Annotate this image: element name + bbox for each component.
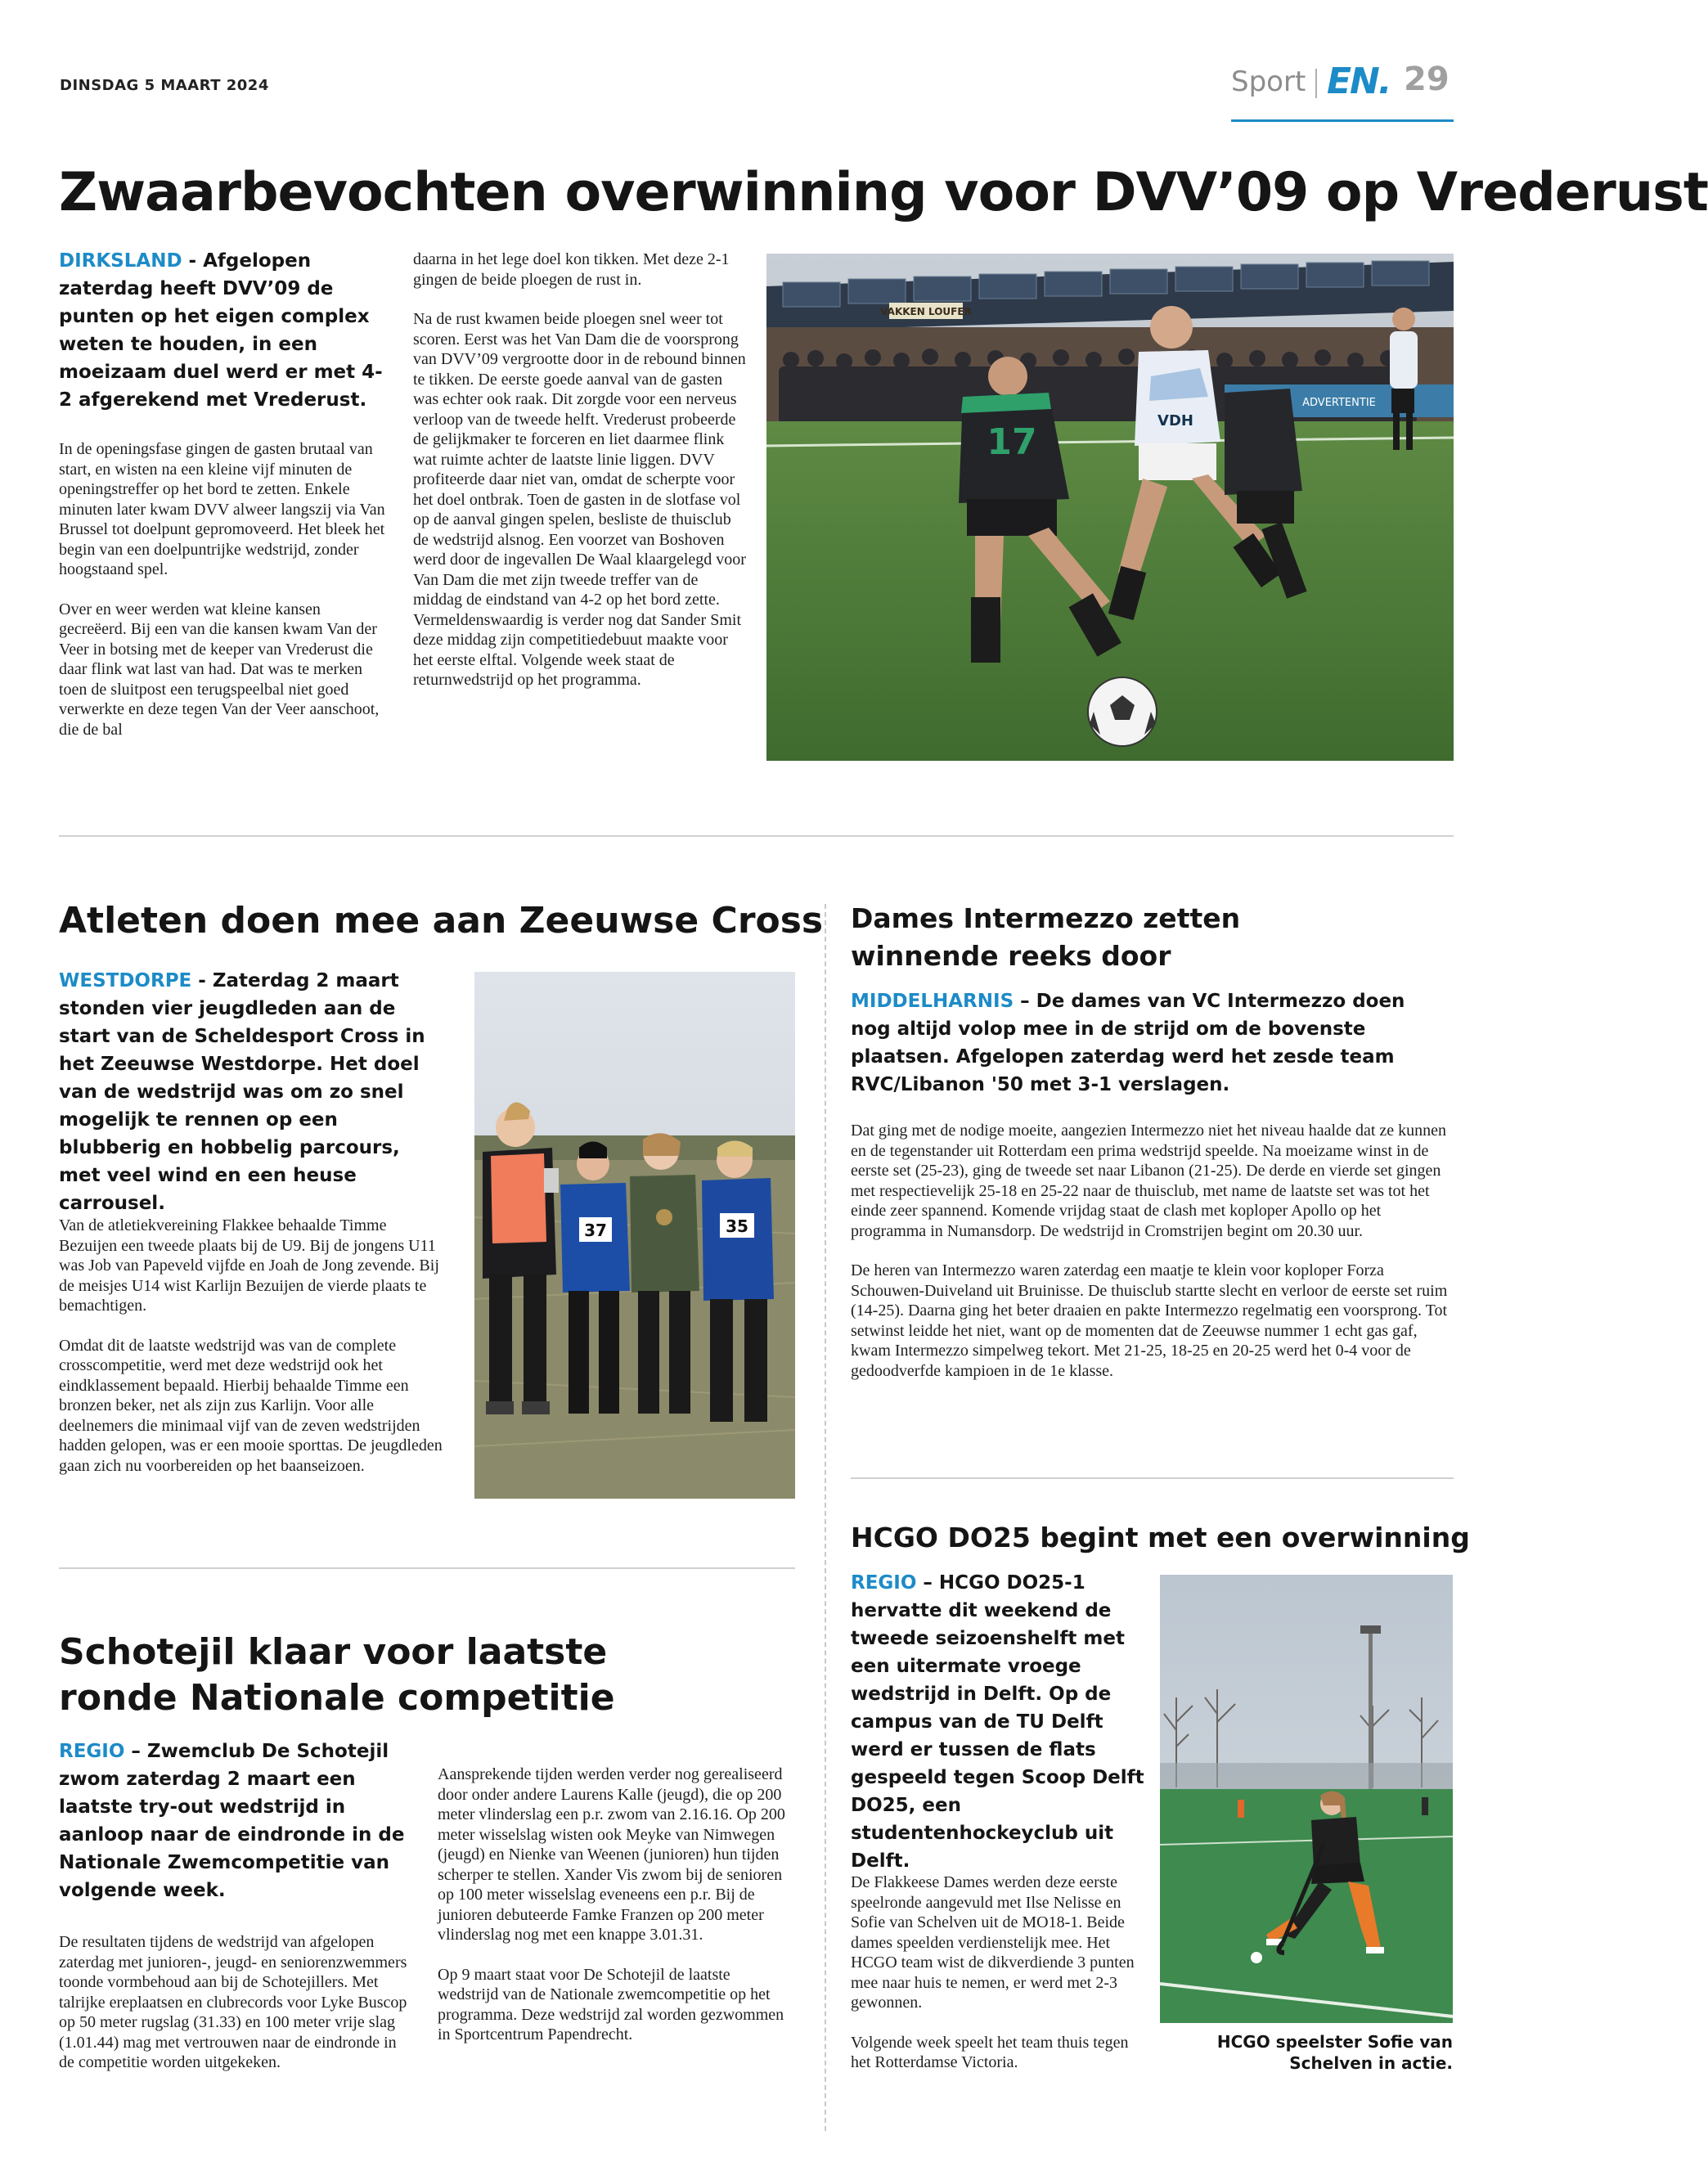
article-headline-intermezzo: Dames Intermezzo zetten winnende reeks door [851, 902, 1241, 972]
race-bib: 35 [726, 1216, 748, 1236]
body-paragraph: De heren van Intermezzo waren zaterdag een maatje te klein voor koploper Forza Schouwen-Duiveland uit Bruinisse. De thuisclub startte slecht en verloor de eerste set ruim (14-25). Daarna ging het beter draaien en pakte Intermezzo regelmatig een voorsprong. Tot setwinst leidde het niet, want op de momenten dat de Zeeuwse nummer 1 echt gas gaf, kwam Intermezzo simpelweg tekort. Met 21-25, 18-25 en 20-25 werd het 0-4 voor de gedoodverfde kampioen in de 1e klasse. [851, 1261, 1448, 1380]
issue-date: DINSDAG 5 MAART 2024 [60, 77, 269, 94]
clubhouse-sign: VAKKEN LOUFER [880, 306, 972, 317]
hockey-photo-illustration [1160, 1575, 1453, 2023]
dateline-location: MIDDELHARNIS [851, 991, 1014, 1012]
shirt-number: 17 [987, 421, 1037, 463]
section-label: Sport [1231, 65, 1306, 98]
article-lead-dvv [59, 247, 394, 414]
lead-text: – Zwemclub De Schotejil zwom zaterdag 2 maart een laatste try-out wedstrijd in aanloop naar de eindronde in de Nationale Zwemcompetitie van volgende week. [59, 1741, 405, 1901]
dateline-location: WESTDORPE [59, 970, 192, 991]
shirt-sponsor: VDH [1157, 412, 1193, 429]
body-paragraph: Over en weer werden wat kleine kansen gecreëerd. Bij een van die kansen kwam Van der Veer in botsing met de keeper van Vrederust die daar flink wat last van had. Dat was te merken toen de sluitpost een terugspeelbal niet goed verwerkte en deze tegen Van der Veer aanschoot, die de bal [59, 600, 380, 739]
football-photo-illustration [766, 254, 1454, 761]
advert-board: ADVERTENTIE [1302, 397, 1376, 409]
dateline-location: REGIO [851, 1572, 917, 1594]
article-body-col2 [413, 250, 747, 690]
cross-photo-illustration [474, 972, 795, 1499]
article-lead-intermezzo [851, 987, 1423, 1099]
dateline-location: DIRKSLAND [59, 250, 182, 272]
article-body-hcgo [851, 1873, 1145, 2073]
page-number: 29 [1404, 61, 1450, 98]
cross-athletes-photo [474, 972, 795, 1499]
body-paragraph: Volgende week speelt het team thuis tegen het Rotterdamse Victoria. [851, 2033, 1129, 2071]
article-body-cross [59, 1216, 443, 1476]
newspaper-logo: EN. [1327, 61, 1391, 102]
body-paragraph: De Flakkeese Dames werden deze eerste speelronde aangevuld met Ilse Nelisse en Sofie van Schelven uit de MO18-1. Beide dames speelden verdienstelijk mee. Het HCGO team wist de dikverdiende 3 punten mee naar huis te nemen, er werd met 2-3 gewonnen. [851, 1873, 1135, 2012]
article-body-col1 [59, 439, 386, 740]
body-paragraph: Omdat dit de laatste wedstrijd was van de complete crosscompetitie, werd met deze wedstrijd ook het eindklassement bepaald. Hierbij behaalde Timme een bronzen beker, net als zijn zus Karlijn. Voor alle deelnemers die minimaal vijf van de zeven wedstrijden hadden gelopen, was er een mooie sporttas. De jeugdleden gaan zich nu voorbereiden op het baanseizoen. [59, 1336, 443, 1475]
header-accent-line [1231, 119, 1454, 122]
article-headline-cross: Atleten doen mee aan Zeeuwse Cross [59, 900, 824, 942]
section-divider [851, 1477, 1454, 1479]
body-paragraph: In de openingsfase gingen de gasten brutaal van start, en wisten na een kleine vijf minuten de openingstreffer op het bord te zetten. Enkele minuten later kwam DVV alweer langszij via Van Brussel tot doelpunt gepromoveerd. Het bleek het begin van een doelpuntrijke wedstrijd, zonder hoogstaand spel. [59, 440, 385, 578]
body-paragraph: Dat ging met de nodige moeite, aangezien Intermezzo niet het niveau haalde dat ze kunnen en de tegenstander uit Rotterdam een prima wedstrijd speelde. Na moeizame winst in de eerste set (25-23), ging de tweede set naar Libanon (21-25). De derde en vierde set gingen met respectievelijk 25-18 en 25-22 naar de thuisclub, met name de laatste set was tot het einde zeer spannend. Komende vrijdag staat de clash met koploper Apollo op het programma in Numansdorp. De wedstrijd in Cromstrijen begint om 20.30 uur. [851, 1122, 1447, 1240]
column-divider [825, 904, 826, 2131]
article-body-schotejil-col2 [438, 1765, 795, 2045]
race-bib: 37 [584, 1221, 607, 1240]
body-paragraph: Aansprekende tijden werden verder nog gerealiseerd door onder andere Laurens Kalle (jeugd), die op 200 meter vlinderslag een p.r. zwom van 2.16.16. Op 200 meter wisselslag wisten ook Meyke van Nimwegen (jeugd) en Nienke van Weenen (junioren) hun tijden scherper te stellen. Xander Vis zwom bij de senioren op 100 meter wisselslag eveneens een p.r. Bij de junioren debuteerde Famke Franzen op 200 meter vlinderslag nog met een knappe 3.01.31. [438, 1765, 785, 1944]
dateline-location: REGIO [59, 1741, 125, 1762]
lead-text: - Zaterdag 2 maart stonden vier jeugdleden aan de start van de Scheldesport Cross in het Zeeuwse Westdorpe. Het doel van de wedstrijd was om zo snel mogelijk te rennen op een blubberig en hobbelig parcours, met veel wind en een heuse carrousel. [59, 970, 425, 1214]
body-paragraph: daarna in het lege doel kon tikken. Met deze 2-1 gingen de beide ploegen de rust in. [413, 250, 730, 289]
lead-text: – De dames van VC Intermezzo doen nog altijd volop mee in de strijd om de bovenste plaatsen. Afgelopen zaterdag werd het zesde team RVC/Libanon '50 met 3-1 verslagen. [851, 991, 1405, 1095]
lead-text: – HCGO DO25-1 hervatte dit weekend de tweede seizoenshelft met een uitermate vroege wedstrijd in Delft. Op de campus van de TU Delft werd er tussen de flats gespeeld tegen Scoop Delft DO25, een studentenhockeyclub uit Delft. [851, 1572, 1144, 1872]
body-paragraph: De resultaten tijdens de wedstrijd van afgelopen zaterdag met junioren-, jeugd- en seniorenzwemmers toonde vormbehoud aan bij de Schotejillers. Met talrijke ereplaatsen en clubrecords voor Lyke Buscop op 50 meter rugslag (31.33) en 100 meter vrije slag (1.01.44) mag met vertrouwen naar de eindronde in de competitie worden uitgekeken. [59, 1933, 407, 2071]
section-divider [59, 1567, 795, 1569]
article-headline-hcgo: HCGO DO25 begint met een overwinning [851, 1522, 1470, 1553]
article-lead-cross [59, 967, 443, 1217]
article-headline-dvv: Zwaarbevochten overwinning voor DVV’09 op Vrederust [59, 162, 1708, 223]
hockey-player-photo [1160, 1575, 1453, 2023]
article-body-intermezzo [851, 1121, 1454, 1381]
header-divider [1315, 69, 1317, 98]
section-divider [59, 835, 1454, 837]
body-paragraph: Van de atletiekvereining Flakkee behaalde Timme Bezuijen een tweede plaats bij de U9. Bij de jongens U11 was Job van Papeveld vijfde en Joah de Jong zevende. Bij de meisjes U14 wist Karlijn Bezuijen de vierde plaats te bemachtigen. [59, 1216, 439, 1315]
article-lead-schotejil [59, 1738, 419, 1904]
body-paragraph: Na de rust kwamen beide ploegen snel weer tot scoren. Eerst was het Van Dam die de voorsprong van DVV’09 vergrootte door in de rebound binnen te tikken. De eerste goede aanval van de gasten was echter ook raak. Dit zorgde voor een nerveus verloop van de tweede helft. Vrederust probeerde de gelijkmaker te forceren en liet daarmee flink wat ruimte achter de laatste linie liggen. DVV profiteerde daar niet van, omdat de scherpte voor het doel ontbrak. Toen de gasten in de slotfase vol op de aanval gingen spelen, besliste de thuisclub de wedstrijd alsnog. Een voorzet van Boshoven werd door de ingevallen De Waal klaargelegd voor Van Dam die met zijn tweede treffer van de middag de eindstand van 4-2 op het bord zette. Vermeldenswaardig is verder nog dat Sander Smit deze middag zijn competitiedebuut maakte voor het eerste elftal. Volgende week staat de returnwedstrijd op het programma. [413, 310, 746, 689]
photo-caption: HCGO speelster Sofie van Schelven in actie. [1216, 2032, 1453, 2073]
article-headline-schotejil: Schotejil klaar voor laatste ronde Nationale competitie [59, 1631, 615, 1719]
article-body-schotejil-col1 [59, 1932, 411, 2073]
article-lead-hcgo [851, 1569, 1153, 1875]
body-paragraph: Op 9 maart staat voor De Schotejil de laatste wedstrijd van de Nationale zwemcompetitie op het programma. Deze wedstrijd zal worden gezwommen in Sportcentrum Papendrecht. [438, 1965, 784, 2043]
lead-text: - Afgelopen zaterdag heeft DVV’09 de punten op het eigen complex weten te houden, in een moeizaam duel werd er met 4-2 afgerekend met Vrederust. [59, 250, 383, 411]
football-match-photo [766, 254, 1454, 761]
